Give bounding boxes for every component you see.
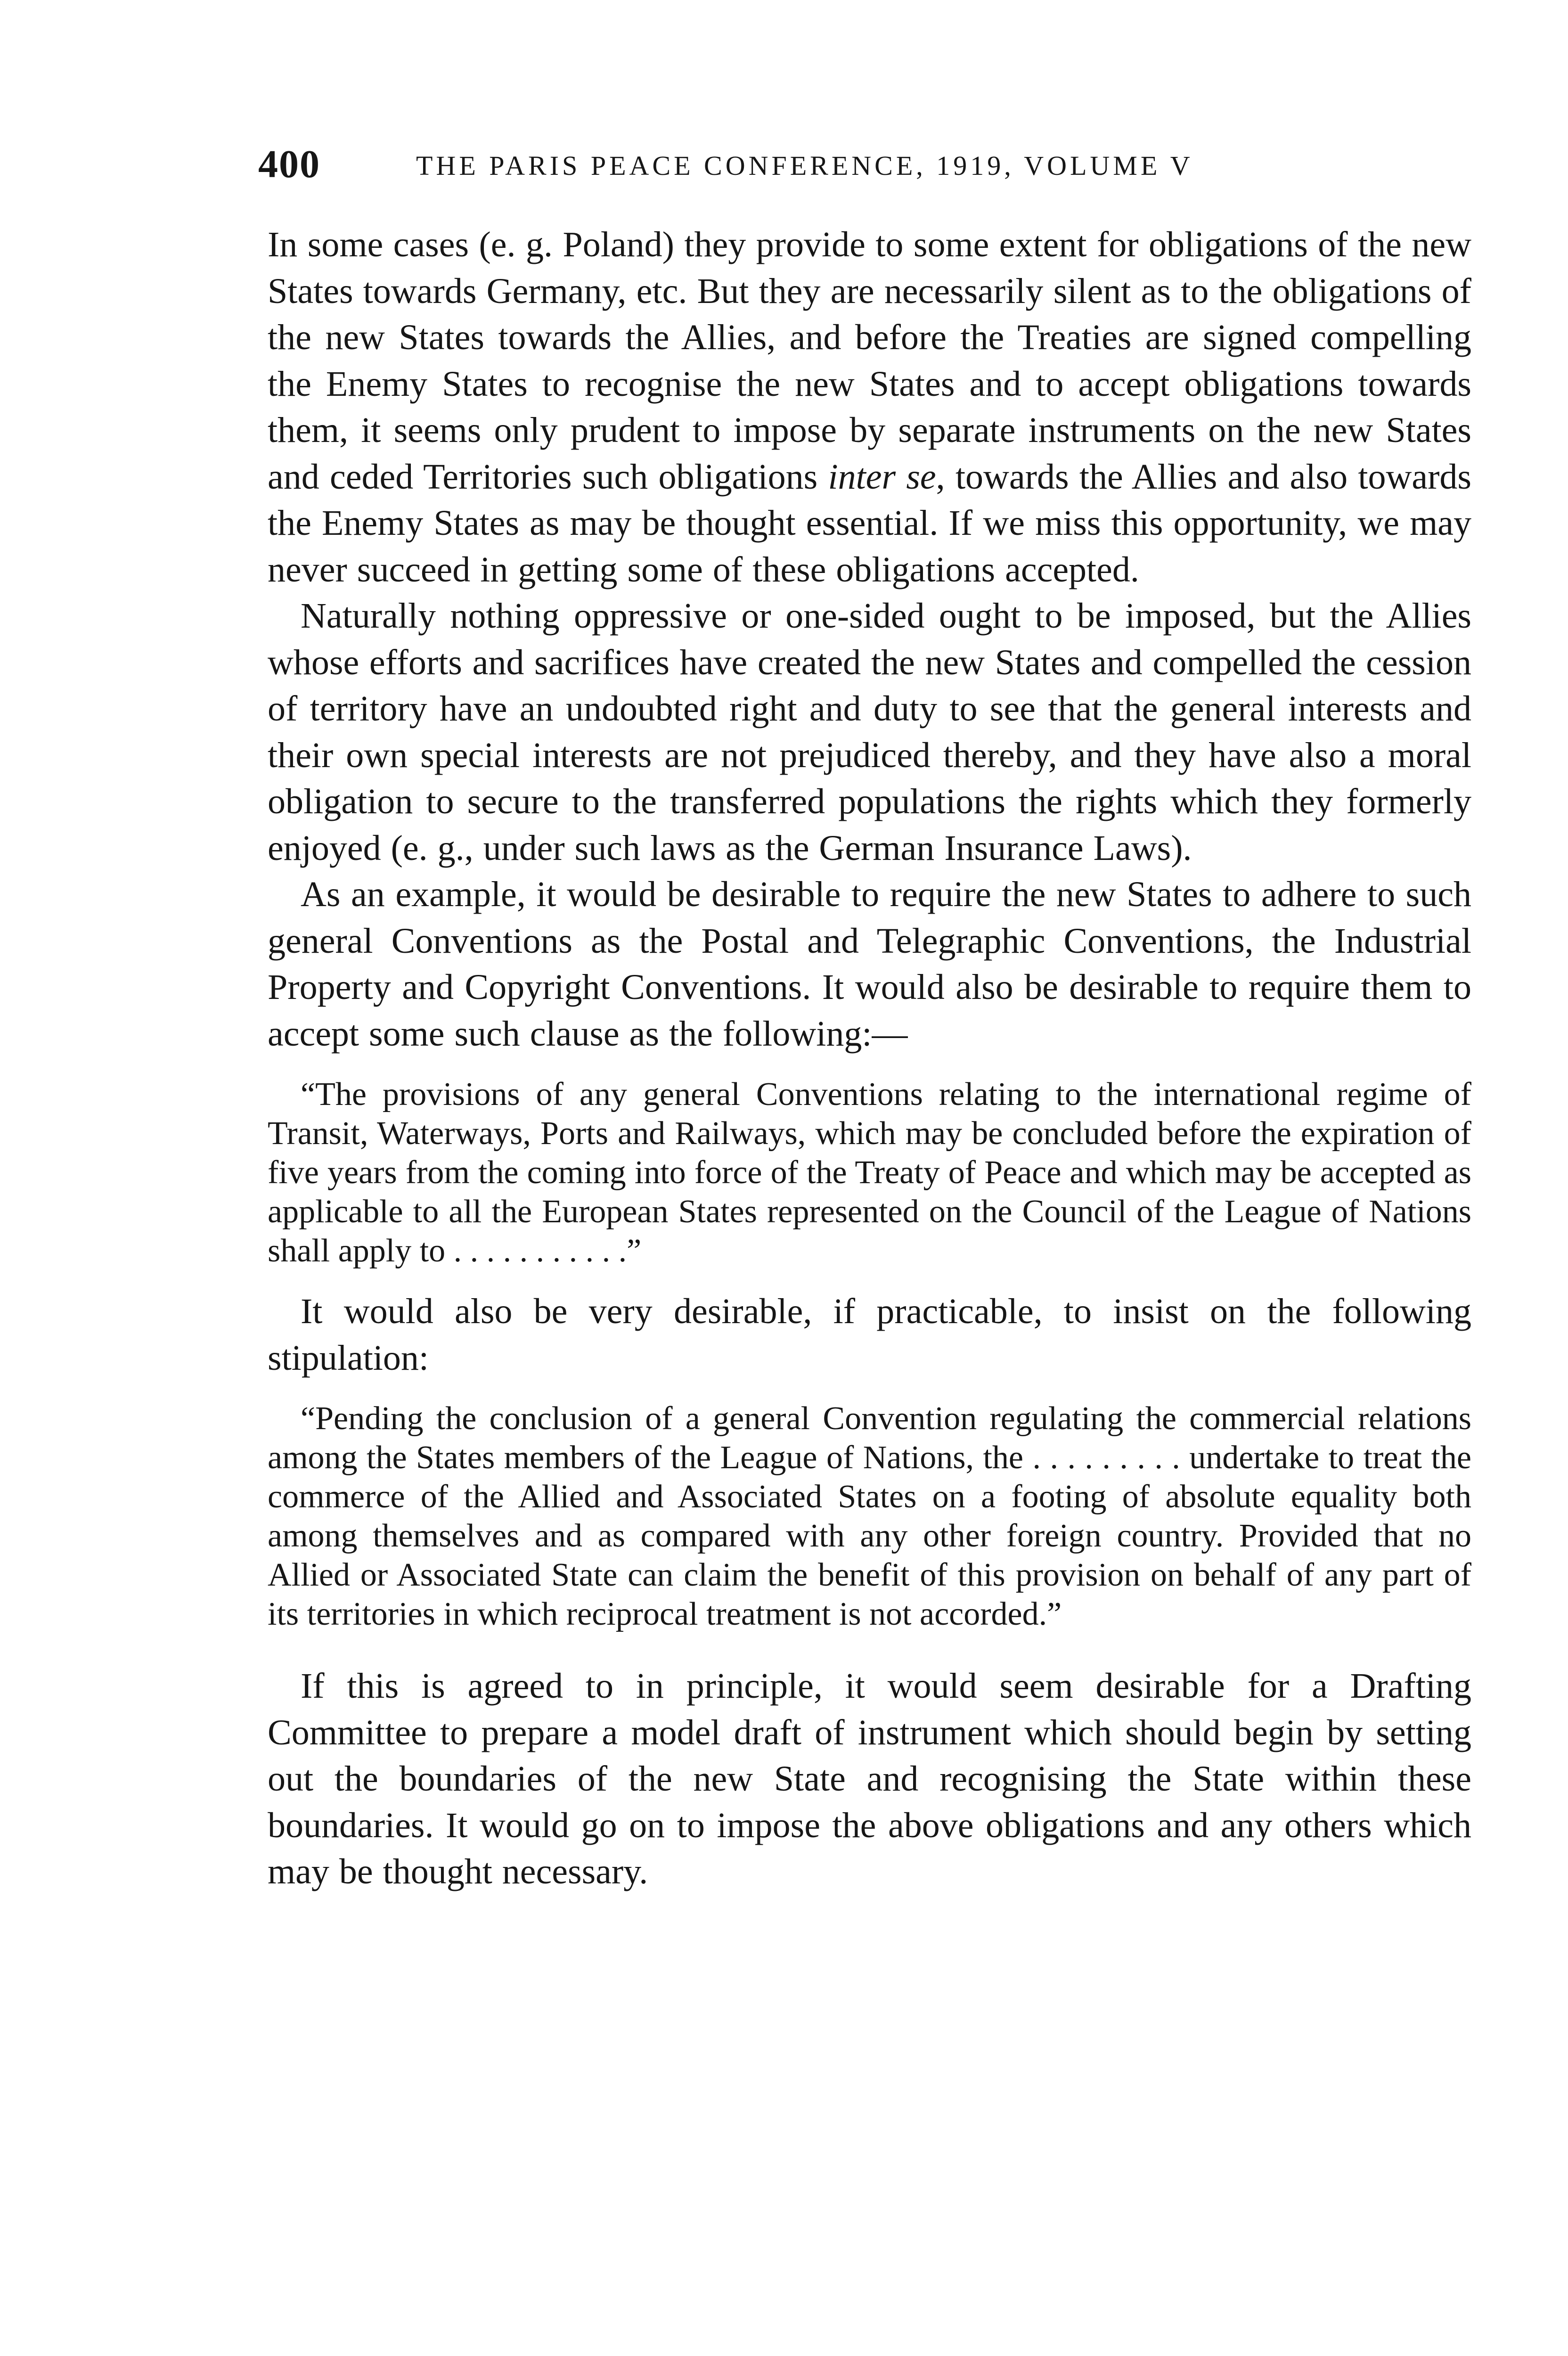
quoted-transit-clause: “The provisions of any general Conventions relating to the international regime of Transit, Waterways, Ports and Railways, which may be concluded before the expiration of five years from the coming into force of the Treaty of Peace and which may be accepted as applicable to all the European States represented on the Council of the League of Nations shall apply to . . . . . . . . . . .” xyxy=(268,1076,1471,1269)
paragraph-drafting-committee: If this is agreed to in principle, it would seem desirable for a Drafting Committee to prepare a model draft of instrument which should begin by setting out the boundaries of the new State and recognising the State within these boundaries. It would go on to impose the above obligations and any others which may be thought necessary. xyxy=(268,1666,1471,1891)
spacer xyxy=(268,1057,1471,1075)
paragraph-obligations-text-1: In some cases (e. g. Poland) they provide to some extent for obligations of the new States towards Germany, etc. But they are necessarily silent as to the obligations of the new States towards the Allies, and before the Treaties are signed compelling the Enemy States to recognise the new States and to accept obligations towards them, it seems only prudent to impose by separate instruments on the new States and ceded Territories such obligations xyxy=(268,225,1471,497)
quoted-commerce-clause: “Pending the conclusion of a general Convention regulating the commercial relations among the States members of the League of Nations, the . . . . . . . . . undertake to treat the commerce of the Allied and Associated States on a footing of absolute equality both among themselves and as compared with any other foreign country. Provided that no Allied or Associated State can claim the benefit of this provision on behalf of any part of its territories in which reciprocal treatment is not accorded.” xyxy=(268,1400,1471,1632)
page-number: 400 xyxy=(258,142,320,186)
paragraph-obligations-text-2: , towards the Allies and also towards the Enemy States as may be thought essential. If we miss this opportunity, we may never succeed in getting some of these obligations accepted. xyxy=(268,457,1471,589)
spacer xyxy=(268,1270,1471,1288)
page-header xyxy=(258,141,1483,193)
paragraph-stipulation-intro: It would also be very desirable, if practicable, to insist on the following stipulation: xyxy=(268,1292,1471,1378)
spacer xyxy=(268,1634,1471,1663)
body-text xyxy=(268,221,1471,1895)
spacer xyxy=(268,1381,1471,1399)
running-head: THE PARIS PEACE CONFERENCE, 1919, VOLUME V xyxy=(416,150,1193,181)
paragraph-allied-rights: Naturally nothing oppressive or one-sided ought to be imposed, but the Allies whose efforts and sacrifices have created the new States and compelled the cession of territory have an undoubted right and duty to see that the general interests and their own special interests are not prejudiced thereby, and they have also a moral obligation to secure to the transferred populations the rights which they formerly enjoyed (e. g., under such laws as the German Insurance Laws). xyxy=(268,596,1471,868)
paragraph-conventions-example: As an example, it would be desirable to require the new States to adhere to such general Conventions as the Postal and Telegraphic Conventions, the Industrial Property and Copyright Conventions. It would also be desirable to require them to accept some such clause as the following:— xyxy=(268,875,1471,1054)
latin-phrase: inter se xyxy=(828,457,936,497)
paragraph-obligations xyxy=(268,221,1471,593)
